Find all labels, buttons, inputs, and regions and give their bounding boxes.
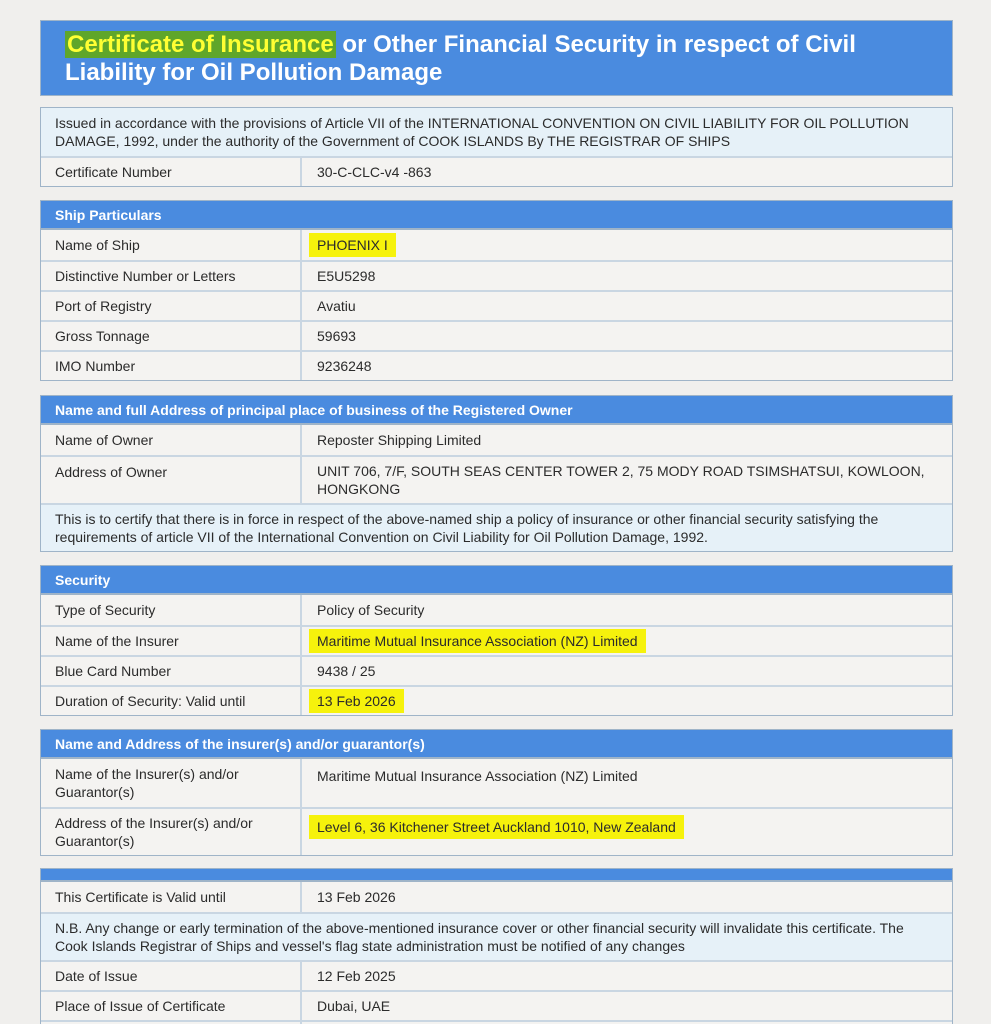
- ship-section: [40, 200, 953, 381]
- note-row: [41, 912, 952, 960]
- imo-number-value: 9236248: [302, 352, 952, 380]
- guarantor-name-value: Maritime Mutual Insurance Association (NZ) Limited: [302, 759, 952, 807]
- security-type-value: Policy of Security: [302, 595, 952, 625]
- ship-name-value-cell: [302, 230, 952, 260]
- date-issue-value: 12 Feb 2025: [302, 962, 952, 990]
- blue-card-label: Blue Card Number: [41, 657, 302, 685]
- certify-statement: This is to certify that there is in force in respect of the above-named ship a policy of insurance or other financial security satisfying the requirements of article VII of the International Convention on Civil Liability for Oil Pollution Damage, 1992.: [41, 505, 952, 551]
- table-row: [41, 685, 952, 715]
- insurer-name-value-cell: [302, 627, 952, 655]
- table-row: [41, 425, 952, 455]
- port-registry-value: Avatiu: [302, 292, 952, 320]
- insurer-header: Name and Address of the insurer(s) and/or guarantor(s): [41, 730, 952, 759]
- duration-value: 13 Feb 2026: [309, 689, 404, 713]
- change-notice: N.B. Any change or early termination of the above-mentioned insurance cover or other financial security will invalidate this certificate. The Cook Islands Registrar of Ships and vessel's flag state administration must be notified of any changes: [41, 914, 952, 960]
- place-issue-value: Dubai, UAE: [302, 992, 952, 1020]
- guarantor-name-label: Name of the Insurer(s) and/or Guarantor(s): [41, 759, 302, 807]
- issued-statement: Issued in accordance with the provisions of Article VII of the INTERNATIONAL CONVENTION ON CIVIL LIABILITY FOR OIL POLLUTION DAMAGE, 1992, under the authority of the Government of COOK ISLANDS By THE REGISTRAR OF SHIPS: [41, 108, 952, 156]
- title-highlight: Certificate of Insurance: [67, 31, 334, 58]
- port-registry-label: Port of Registry: [41, 292, 302, 320]
- guarantor-address-label: Address of the Insurer(s) and/or Guarantor(s): [41, 809, 302, 855]
- valid-until-value: 13 Feb 2026: [302, 882, 952, 912]
- owner-address-label: Address of Owner: [41, 457, 302, 503]
- intro-section: [40, 107, 953, 187]
- ship-header: Ship Particulars: [41, 201, 952, 230]
- imo-number-label: IMO Number: [41, 352, 302, 380]
- gross-tonnage-value: 59693: [302, 322, 952, 350]
- table-row: [41, 230, 952, 260]
- table-row: [41, 960, 952, 990]
- valid-until-label: This Certificate is Valid until: [41, 882, 302, 912]
- place-issue-label: Place of Issue of Certificate: [41, 992, 302, 1020]
- table-row: [41, 625, 952, 655]
- table-row: [41, 882, 952, 912]
- table-row: [41, 655, 952, 685]
- distinctive-number-value: E5U5298: [302, 262, 952, 290]
- owner-address-value: UNIT 706, 7/F, SOUTH SEAS CENTER TOWER 2, 75 MODY ROAD TSIMSHATSUI, KOWLOON, HONGKONG: [302, 457, 952, 503]
- validity-section: [40, 868, 953, 1024]
- cert-number-label: Certificate Number: [41, 158, 302, 186]
- gross-tonnage-label: Gross Tonnage: [41, 322, 302, 350]
- validity-header-bar: [41, 869, 952, 882]
- cert-number-row: [41, 156, 952, 186]
- insurer-section: [40, 729, 953, 856]
- guarantor-address-value-cell: [302, 809, 952, 855]
- owner-header: Name and full Address of principal place of business of the Registered Owner: [41, 396, 952, 425]
- table-row: [41, 990, 952, 1020]
- blue-card-value: 9438 / 25: [302, 657, 952, 685]
- insurer-name-label: Name of the Insurer: [41, 627, 302, 655]
- duration-value-cell: [302, 687, 952, 715]
- owner-name-value: Reposter Shipping Limited: [302, 425, 952, 455]
- table-row: [41, 290, 952, 320]
- table-row: [41, 320, 952, 350]
- insurer-name-value: Maritime Mutual Insurance Association (NZ) Limited: [309, 629, 646, 653]
- security-type-label: Type of Security: [41, 595, 302, 625]
- ship-name-value: PHOENIX I: [309, 233, 396, 257]
- cert-number-value: 30-C-CLC-v4 -863: [302, 158, 952, 186]
- duration-label: Duration of Security: Valid until: [41, 687, 302, 715]
- table-row: [41, 595, 952, 625]
- owner-name-label: Name of Owner: [41, 425, 302, 455]
- table-row: [41, 807, 952, 855]
- title-rest: or Other Financial Security in respect of Civil Liability for Oil Pollution Damage: [65, 31, 856, 86]
- security-section: [40, 565, 953, 716]
- table-row: [41, 350, 952, 380]
- certificate-title: [40, 20, 953, 96]
- security-header: Security: [41, 566, 952, 595]
- owner-section: [40, 395, 953, 552]
- distinctive-number-label: Distinctive Number or Letters: [41, 262, 302, 290]
- guarantor-address-value: Level 6, 36 Kitchener Street Auckland 1010, New Zealand: [309, 815, 684, 839]
- ship-name-label: Name of Ship: [41, 230, 302, 260]
- table-row: [41, 260, 952, 290]
- date-issue-label: Date of Issue: [41, 962, 302, 990]
- certify-row: [41, 503, 952, 551]
- table-row: [41, 455, 952, 503]
- table-row: [41, 759, 952, 807]
- table-row: [41, 1020, 952, 1024]
